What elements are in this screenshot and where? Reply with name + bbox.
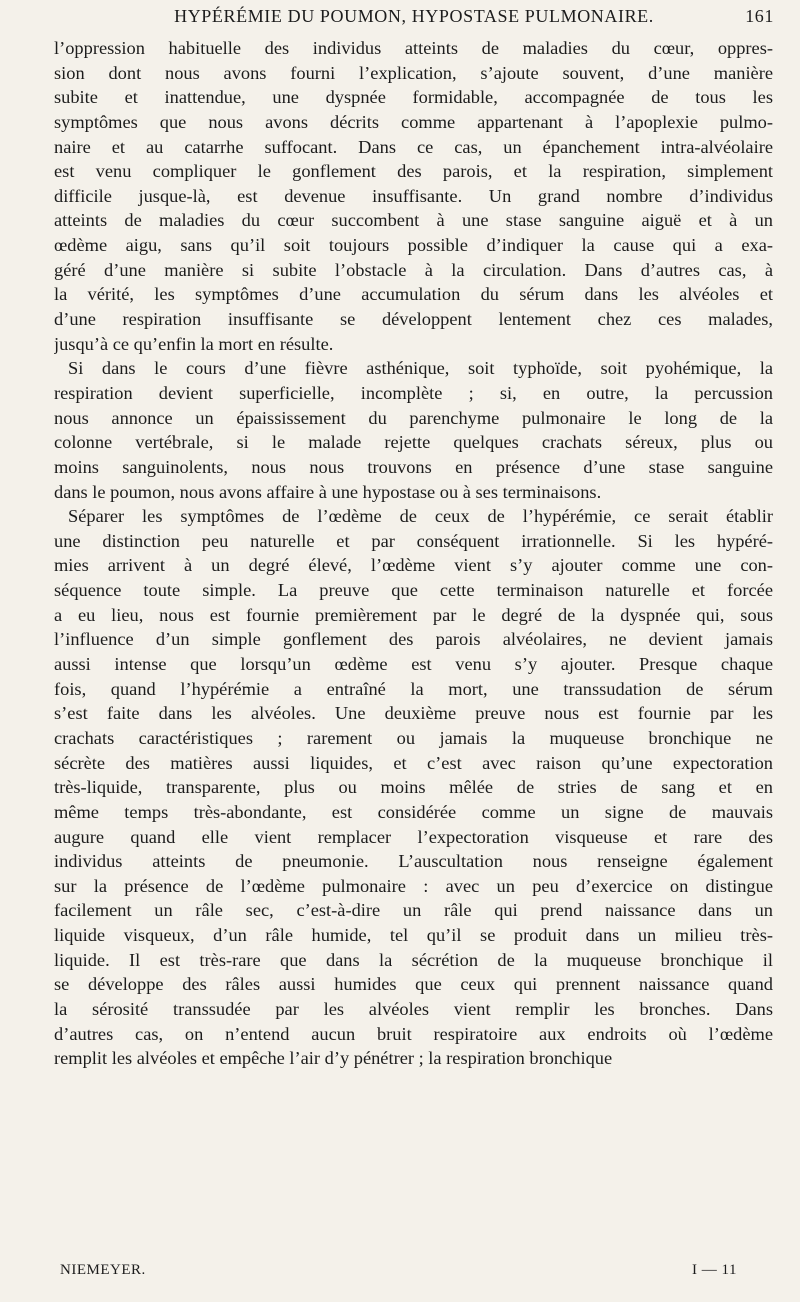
text-line: Si dans le cours d’une fièvre asthénique, soit typhoïde, soit pyohémique, la — [68, 358, 773, 379]
text-line: liquide. Il est très-rare que dans la sécrétion de la muqueuse bronchique il — [54, 949, 773, 970]
text-line: géré d’une manière si subite l’obstacle à la circulation. Dans d’autres cas, à — [54, 259, 773, 280]
text-line: remplit les alvéoles et empêche l’air d’y pénétrer ; la respiration bronchique — [54, 1048, 613, 1069]
text-line: se développe des râles aussi humides que ceux qui prennent naissance quand — [54, 974, 773, 995]
page-number: 161 — [745, 6, 774, 26]
text-line: œdème aigu, sans qu’il soit toujours possible d’indiquer la cause qui a exa- — [54, 235, 773, 256]
text-line: dans le poumon, nous avons affaire à une hypostase ou à ses terminaisons. — [54, 481, 602, 502]
body-text — [54, 36, 773, 1071]
text-line: très-liquide, transparente, plus ou moins mêlée de stries de sang et en — [54, 777, 773, 798]
text-line: a eu lieu, nous est fournie premièrement par le degré de la dyspnée qui, sous — [54, 604, 773, 625]
text-line: facilement un râle sec, c’est-à-dire un râle qui prend naissance dans un — [54, 900, 773, 921]
text-line: individus atteints de pneumonie. L’auscultation nous renseigne également — [54, 851, 773, 872]
text-line: aussi intense que lorsqu’un œdème est venu s’y ajouter. Presque chaque — [54, 654, 773, 675]
text-line: une distinction peu naturelle et par conséquent irrationnelle. Si les hypéré- — [54, 530, 773, 551]
text-line: Séparer les symptômes de l’œdème de ceux de l’hypérémie, ce serait établir — [68, 506, 773, 527]
text-line: symptômes que nous avons décrits comme appartenant à l’apoplexie pulmo- — [54, 111, 773, 132]
text-line: sécrète des matières aussi liquides, et c’est avec raison qu’une expectoration — [54, 752, 773, 773]
text-line: subite et inattendue, une dyspnée formidable, accompagnée de tous les — [54, 87, 773, 108]
running-title: HYPÉRÉMIE DU POUMON, HYPOSTASE PULMONAIRE. — [174, 6, 654, 26]
text-line: même temps très-abondante, est considérée comme un signe de mauvais — [54, 801, 773, 822]
text-line: naire et au catarrhe suffocant. Dans ce cas, un épanchement intra-alvéolaire — [54, 136, 773, 157]
text-line: sur la présence de l’œdème pulmonaire : avec un peu d’exercice on distingue — [54, 875, 773, 896]
text-line: atteints de maladies du cœur succombent à une stase sanguine aiguë et à un — [54, 210, 773, 231]
text-line: d’autres cas, on n’entend aucun bruit respiratoire aux endroits où l’œdème — [54, 1023, 773, 1044]
text-line: colonne vertébrale, si le malade rejette quelques crachats séreux, plus ou — [54, 432, 773, 453]
text-line: moins sanguinolents, nous nous trouvons en présence d’une stase sanguine — [54, 456, 773, 477]
text-line: s’est faite dans les alvéoles. Une deuxième preuve nous est fournie par les — [54, 703, 773, 724]
text-line: jusqu’à ce qu’enfin la mort en résulte. — [54, 333, 334, 354]
text-line: l’oppression habituelle des individus atteints de maladies du cœur, oppres- — [54, 38, 773, 58]
printer-signature: NIEMEYER. — [60, 1262, 146, 1278]
text-line: la sérosité transsudée par les alvéoles vient remplir les bronches. Dans — [54, 998, 773, 1019]
text-line: crachats caractéristiques ; rarement ou jamais la muqueuse bronchique ne — [54, 727, 773, 748]
text-line: respiration devient superficielle, incomplète ; si, en outre, la percussion — [54, 382, 773, 403]
page-header — [54, 6, 774, 32]
text-line: mies arrivent à un degré élevé, l’œdème vient s’y ajouter comme une con- — [54, 555, 773, 576]
text-line: d’une respiration insuffisante se développent lentement chez ces malades, — [54, 309, 773, 330]
sheet-mark: I — 11 — [692, 1262, 737, 1278]
text-line: séquence toute simple. La preuve que cette terminaison naturelle et forcée — [54, 580, 773, 601]
text-line: liquide visqueux, d’un râle humide, tel qu’il se produit dans un milieu très- — [54, 925, 773, 946]
text-line: est venu compliquer le gonflement des parois, et la respiration, simplement — [54, 161, 773, 182]
text-line: nous annonce un épaississement du parenchyme pulmonaire le long de la — [54, 407, 773, 428]
text-line: difficile jusque-là, est devenue insuffisante. Un grand nombre d’individus — [54, 185, 773, 206]
text-line: augure quand elle vient remplacer l’expectoration visqueuse et rare des — [54, 826, 773, 847]
text-line: sion dont nous avons fourni l’explication, s’ajoute souvent, d’une manière — [54, 62, 773, 83]
text-line: l’influence d’un simple gonflement des parois alvéolaires, ne devient jamais — [54, 629, 773, 650]
text-line: fois, quand l’hypérémie a entraîné la mort, une transsudation de sérum — [54, 678, 773, 699]
page-footer — [60, 1262, 772, 1284]
text-line: la vérité, les symptômes d’une accumulation du sérum dans les alvéoles et — [54, 284, 773, 305]
